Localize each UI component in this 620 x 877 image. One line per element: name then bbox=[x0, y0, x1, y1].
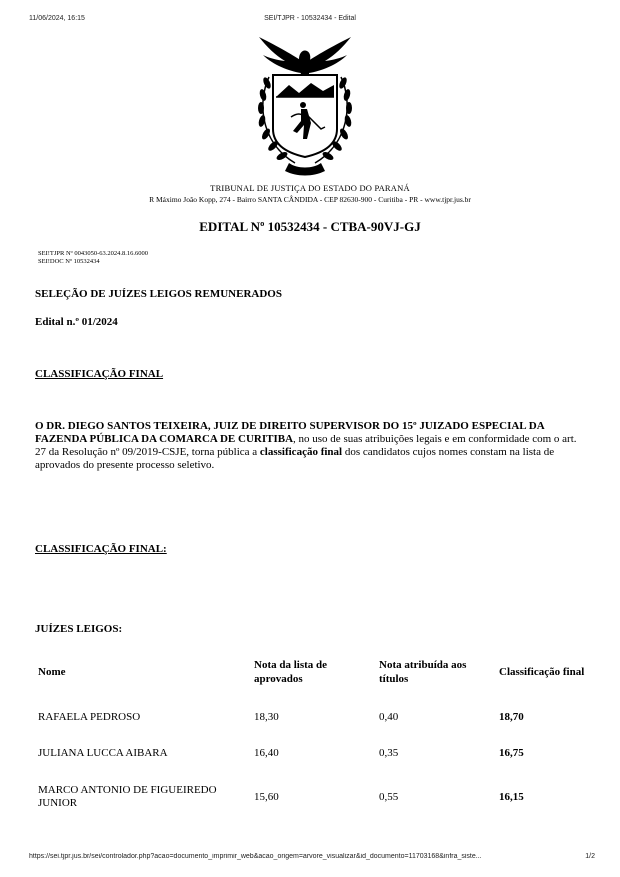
header-approval-score: Nota da lista de aprovados bbox=[254, 659, 328, 685]
final-score: 18,70 bbox=[499, 710, 524, 723]
titles-score: 0,40 bbox=[379, 710, 399, 723]
table-row bbox=[35, 694, 590, 740]
candidate-name: MARCO ANTONIO DE FIGUEIREDO JUNIOR bbox=[38, 784, 217, 809]
header-final-classification: Classificação final bbox=[499, 666, 585, 678]
body-text-1: , no uso de suas atribuições legais e em conformidade com o art. 27 da Resolução nº 09/2019-CSJE, torna pública a bbox=[35, 433, 577, 458]
sei-process-number: SEI!TJPR Nº 0043050-63.2024.8.16.6000 bbox=[38, 250, 148, 257]
print-url[interactable]: https://sei.tjpr.jus.br/sei/controlador.php?acao=documento_imprimir_web&acao_origem=arvore_visualizar&id_documento=11703168&infra_siste... bbox=[29, 853, 482, 860]
approval-score: 15,60 bbox=[254, 790, 279, 803]
body-text-2: dos candidatos cujos nomes constam na lista de aprovados do presente processo seletivo. bbox=[35, 446, 555, 471]
body-bold-term: classificação final bbox=[259, 446, 343, 458]
court-address: R Máximo João Kopp, 274 - Bairro SANTA CÂNDIDA - CEP 82630-900 - Curitiba - PR - www.tjpr.jus.br bbox=[149, 195, 471, 204]
final-score: 16,15 bbox=[499, 790, 524, 803]
print-page-number: 1/2 bbox=[585, 853, 595, 860]
classification-heading-2: CLASSIFICAÇÃO FINAL: bbox=[35, 543, 167, 555]
titles-score: 0,55 bbox=[379, 790, 399, 803]
print-datetime: 11/06/2024, 16:15 bbox=[29, 15, 85, 22]
header-titles-score: Nota atribuída aos títulos bbox=[379, 659, 467, 685]
table-row bbox=[35, 766, 590, 828]
final-score: 16,75 bbox=[499, 746, 524, 759]
approval-score: 18,30 bbox=[254, 710, 279, 723]
classification-heading: CLASSIFICAÇÃO FINAL bbox=[35, 368, 164, 380]
body-bold-intro: O DR. DIEGO SANTOS TEIXEIRA, JUIZ DE DIREITO SUPERVISOR DO 15º JUIZADO ESPECIAL DA FAZENDA PÚBLICA DA COMARCA DE CURITIBA bbox=[35, 420, 545, 445]
body-paragraph bbox=[35, 420, 590, 472]
selection-heading: SELEÇÃO DE JUÍZES LEIGOS REMUNERADOS bbox=[35, 288, 282, 300]
ribbon bbox=[285, 163, 325, 176]
table-header-row bbox=[35, 650, 590, 694]
sei-doc-number: SEI!DOC Nº 10532434 bbox=[38, 258, 100, 265]
header-name: Nome bbox=[38, 666, 66, 678]
candidate-name: JULIANA LUCCA AIBARA bbox=[38, 746, 168, 759]
approval-score: 16,40 bbox=[254, 746, 279, 759]
eagle-wing-right bbox=[305, 37, 351, 73]
document-title: EDITAL Nº 10532434 - CTBA-90VJ-GJ bbox=[199, 219, 421, 234]
candidate-name: RAFAELA PEDROSO bbox=[38, 710, 141, 723]
eagle-body bbox=[299, 50, 310, 75]
titles-score: 0,35 bbox=[379, 746, 399, 759]
results-table bbox=[35, 650, 590, 828]
parana-coat-of-arms bbox=[249, 33, 361, 183]
category-heading: JUÍZES LEIGOS: bbox=[35, 623, 123, 635]
eagle-wing-left bbox=[259, 37, 305, 73]
edital-number: Edital n.º 01/2024 bbox=[35, 316, 118, 328]
sei-metadata bbox=[38, 250, 148, 266]
table-row bbox=[35, 740, 590, 766]
court-name: TRIBUNAL DE JUSTIÇA DO ESTADO DO PARANÁ bbox=[210, 183, 410, 193]
print-page-title: SEI/TJPR - 10532434 - Edital bbox=[264, 15, 356, 22]
